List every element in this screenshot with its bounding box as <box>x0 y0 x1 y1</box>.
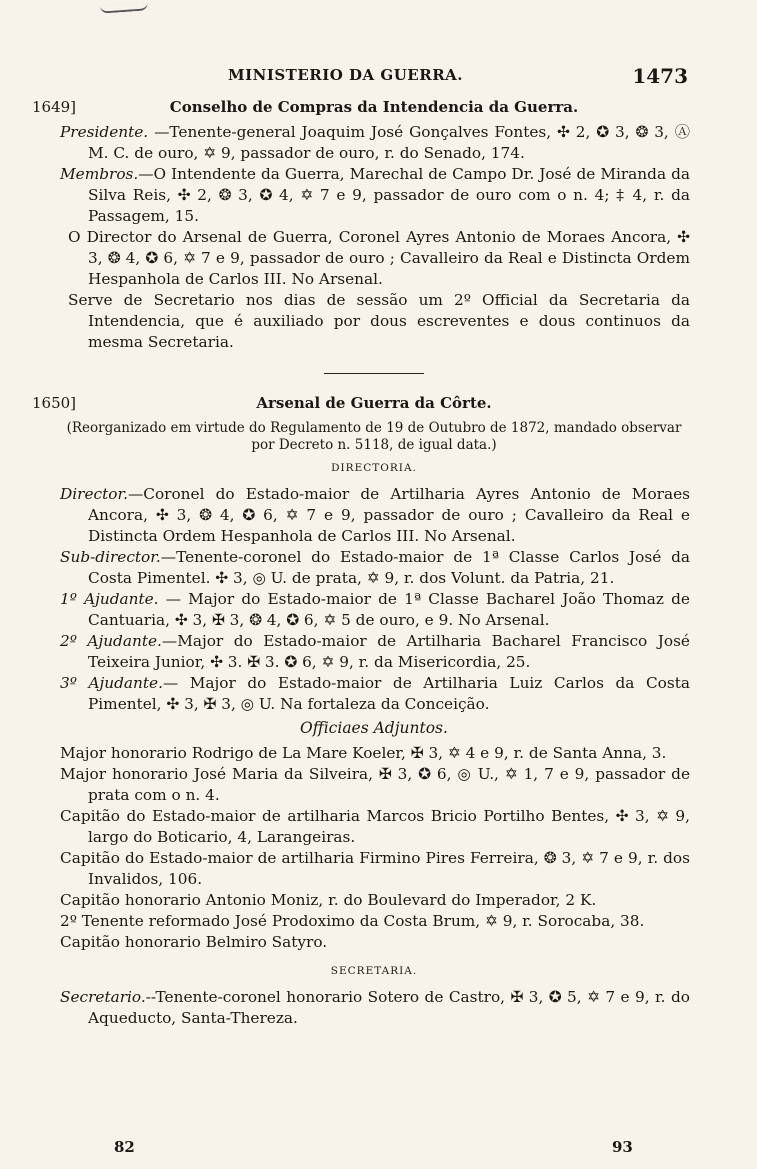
section-conselho <box>32 98 690 1029</box>
entry-secretario <box>58 987 690 1029</box>
entry-text: Serve de Secretario nos dias de sessão um 2º Official da Secretaria da Intendencia, que é auxiliado por dous escreventes e dous continuos da mesma Secretaria. <box>68 291 690 351</box>
entry-text: —Tenente-general Joaquim José Gonçalves Fontes, ✣ 2, ✪ 3, ❂ 3, Ⓐ M. C. de ouro, ✡ 9, passador de ouro, r. do Senado, 174. <box>88 123 690 162</box>
list-item: Capitão do Estado-maior de artilharia Marcos Bricio Portilho Bentes, ✣ 3, ✡ 9, largo do Boticario, 4, Larangeiras. <box>60 807 690 846</box>
entry-sub-director <box>58 547 690 589</box>
entry-membros <box>58 164 690 227</box>
section-number: 1649] <box>32 98 77 116</box>
ink-mark <box>100 2 148 13</box>
list-item: Capitão honorario Belmiro Satyro. <box>60 933 328 951</box>
section-title: Conselho de Compras da Intendencia da Guerra. <box>169 98 579 116</box>
footer-right-number: 93 <box>612 1138 633 1156</box>
secretaria-heading: SECRETARIA. <box>330 965 418 977</box>
entry-ajudante-1 <box>58 589 690 631</box>
entry-lead: Presidente. <box>60 123 149 141</box>
footer-left-number: 82 <box>114 1138 135 1156</box>
entry-director <box>58 484 690 547</box>
ministry-title: MINISTERIO DA GUERRA. <box>228 66 464 84</box>
entry-text: —O Intendente da Guerra, Marechal de Campo Dr. José de Miranda da Silva Reis, ✣ 2, ❂ 3, ✪ 4, ✡ 7 e 9, passador de ouro com o n. 4; ‡ 4, r. da Passagem, 15. <box>88 165 690 225</box>
entry-ajudante-3 <box>58 673 690 715</box>
adjuntos-heading: Officiaes Adjuntos. <box>300 719 448 737</box>
entry-secretario-note <box>58 290 690 353</box>
entry-text: — Major do Estado-maior de 1ª Classe Bacharel João Thomaz de Cantuaria, ✣ 3, ✠ 3, ❂ 4, ✪ 6, ✡ 5 de ouro, e 9. No Arsenal. <box>88 590 690 629</box>
entry-lead: Director. <box>60 485 128 503</box>
entry-text: —Tenente-coronel do Estado-maior de 1ª Classe Carlos José da Costa Pimentel. ✣ 3, ◎ U. de prata, ✡ 9, r. dos Volunt. da Patria, 21. <box>88 548 690 587</box>
section-heading <box>32 394 690 418</box>
entry-lead: 1º Ajudante. <box>60 590 159 608</box>
section-number: 1650] <box>32 394 77 412</box>
running-header <box>58 64 688 90</box>
entry-text: —Major do Estado-maior de Artilharia Bacharel Francisco José Teixeira Junior, ✣ 3. ✠ 3. ✪ 6, ✡ 9, r. da Misericordia, 25. <box>88 632 690 671</box>
entry-ajudante-2 <box>58 631 690 673</box>
entry-presidente <box>58 122 690 164</box>
entry-lead: 3º Ajudante. <box>60 674 163 692</box>
entry-text: — Major do Estado-maior de Artilharia Luiz Carlos da Costa Pimentel, ✣ 3, ✠ 3, ◎ U. Na fortaleza da Conceição. <box>88 674 690 713</box>
section-title: Arsenal de Guerra da Côrte. <box>256 394 492 412</box>
entry-lead: Sub-director. <box>60 548 161 566</box>
reorganization-note: (Reorganizado em virtude do Regulamento de 19 de Outubro de 1872, mandado observar por Decreto n. 5118, de igual data.) <box>66 420 682 453</box>
directoria-heading: DIRECTORIA. <box>331 462 417 474</box>
entry-director-arsenal <box>58 227 690 290</box>
list-item: Capitão do Estado-maior de artilharia Firmino Pires Ferreira, ❂ 3, ✡ 7 e 9, r. dos Invalidos, 106. <box>60 849 690 888</box>
list-item: Major honorario Rodrigo de La Mare Koeler, ✠ 3, ✡ 4 e 9, r. de Santa Anna, 3. <box>60 744 667 762</box>
entry-text: O Director do Arsenal de Guerra, Coronel Ayres Antonio de Moraes Ancora, ✣ 3, ❂ 4, ✪ 6, ✡ 7 e 9, passador de ouro ; Cavalleiro da Real e Distincta Ordem Hespanhola de Carlos III. No Arsenal. <box>68 228 690 288</box>
entry-lead: Secretario. <box>60 988 146 1006</box>
entry-lead: Membros. <box>60 165 139 183</box>
list-item: Major honorario José Maria da Silveira, ✠ 3, ✪ 6, ◎ U., ✡ 1, 7 e 9, passador de prata com o n. 4. <box>60 765 690 804</box>
list-item: 2º Tenente reformado José Prodoximo da Costa Brum, ✡ 9, r. Sorocaba, 38. <box>60 912 645 930</box>
entry-lead: 2º Ajudante. <box>60 632 162 650</box>
list-item: Capitão honorario Antonio Moniz, r. do Boulevard do Imperador, 2 K. <box>60 891 597 909</box>
entry-text: —Coronel do Estado-maior de Artilharia Ayres Antonio de Moraes Ancora, ✣ 3, ❂ 4, ✪ 6, ✡ 7 e 9, passador de ouro ; Cavalleiro da Real e Distincta Ordem Hespanhola de Carlos III. No Arsenal. <box>88 485 690 545</box>
section-divider <box>324 373 424 374</box>
entry-text: --Tenente-coronel honorario Sotero de Castro, ✠ 3, ✪ 5, ✡ 7 e 9, r. do Aqueducto, Santa-Thereza. <box>88 988 690 1027</box>
page-number: 1473 <box>632 64 688 88</box>
section-heading <box>32 98 690 122</box>
